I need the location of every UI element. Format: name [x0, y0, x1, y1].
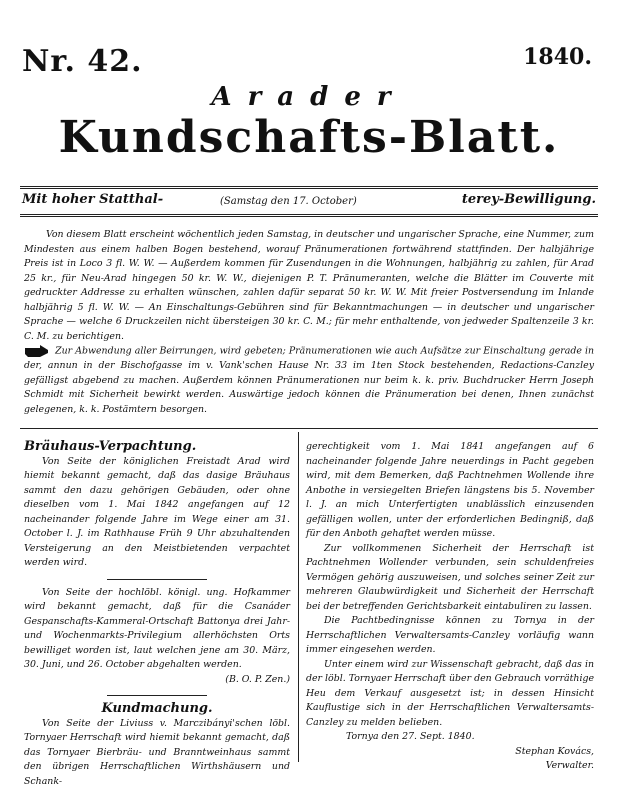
signer-name: Stephan Kovács, — [515, 745, 594, 757]
masthead-rule-bottom — [20, 214, 598, 217]
lease-security-text: Zur vollkommenen Sicherheit der Herrschaft ist Pachtnehmen Wollender verbunden, sein schuldenfreies Vermögen gehörig auszuweisen, und solches seiner Zeit zur mehreren Glaubwürdigkeit und Sicherheit der Herrschaft bei der betreffenden Gerichtsbarkeit eintabuliren zu lassen. — [306, 542, 594, 612]
pointing-hand-icon — [24, 344, 52, 358]
market-privilege-source: (B. O. P. Zen.) — [225, 673, 290, 685]
masthead-rule-top — [20, 186, 598, 189]
newspaper-title-line1: Arader — [211, 82, 407, 112]
place-date: Tornya den 27. Sept. 1840. — [346, 731, 475, 742]
announcement-heading: Kundmachung. — [101, 701, 213, 716]
brewery-lease-text: Von Seite der königlichen Freistadt Arad wird hiemit bekannt gemacht, daß das dasige Bräuhaus sammt den dazu gehörigen Gebäuden, oder ohne dieselben vom 1. Mai 1842 angefangen auf 12 nacheinander folgende Jahre im Wege einer am 31. October l. J. im Rathhause Früh 9 Uhr abzuhaltenden Versteigerung an den Meistbietenden verpachtet werden wird. — [24, 455, 290, 568]
right-column — [306, 440, 594, 774]
subscription-notice — [24, 228, 594, 417]
issue-year: 1840. — [523, 44, 592, 70]
subscription-terms: Von diesem Blatt erscheint wöchentlich jeden Samstag, in deutscher und ungarischer Sprache, eine Nummer, zum Mindesten aus einem halben Bogen bestehend, worauf Pränumerationen fortwährend stattfinden. Der halbjährige Preis ist in Loco 3 fl. W. W. — Außerdem kommen für Zusendungen in die Wohnungen, halbjährig zu zahlen, für Arad 25 kr., für Neu-Arad hingegen 50 kr. W. W., diejenigen P. T. Pränumeranten, welche die Blätter im Couverte mit gedruckter Addresse zu erhalten wünschen, zahlen dafür separat 50 kr. W. W. Mit freier Postversendung im Inlande halbjährig 5 fl. W. W. — An Einschaltungs-Gebühren sind für Bekanntmachungen — in deutscher und ungarischer Sprache — welche 6 Druckzeilen nicht übersteigen 30 kr. C. M.; für mehr enthaltende, von jedweder Spaltenzeile 3 kr. C. M. zu berichtigen. — [24, 229, 594, 342]
section-rule — [20, 428, 598, 429]
tornya-lease-text-cont: gerechtigkeit vom 1. Mai 1841 angefangen auf 6 nacheinander folgende Jahre neuerdings in Pacht gegeben wird, mit dem Bemerken, daß Pachtnehmen Wollende ihre Anbothe in versiegelten Briefen längstens bis 5. November l. J. an mich Unterfertigten unablässlich einzusenden gefälligen wollen, unter der erforderlichen Bedingniß, daß für den Anboth gehaftet werden müsse. — [306, 441, 594, 539]
date-bar-left: Mit hoher Statthal- — [22, 192, 164, 207]
submission-notice: Zur Abwendung aller Beirrungen, wird gebeten; Pränumerationen wie auch Aufsätze zur Einschaltung gerade in der, annun in der Bischofgasse im v. Vank'schen Hause Nr. 33 im 1ten Stock bestehenden, Redactions-Canzley gefälligst abgebend zu machen. Außerdem können Pränumerationen nur beim k. k. priv. Buchdrucker Herrn Joseph Schmidt mit Sicherheit bewirkt werden. Auswärtige jedoch können die Pränumeration bei denen, Ihnen zunächst gelegenen, k. k. Postämtern besorgen. — [24, 345, 594, 415]
newspaper-title-line2: Kundschafts-Blatt. — [58, 112, 560, 163]
tornya-lease-text-start: Von Seite der Liviuss v. Marczibányi'schen löbl. Tornyaer Herrschaft wird hiemit bekannt gemacht, daß das Tornyaer Bierbräu- und Branntweinhaus sammt den übrigen Herrschaftlichen Wirthshäusern und Schank- — [24, 717, 290, 787]
brewery-lease-heading: Bräuhaus-Verpachtung. — [24, 439, 197, 454]
hay-sale-text: Unter einem wird zur Wissenschaft gebracht, daß das in der löbl. Tornyaer Herrschaft über den Gebrauch vorräthige Heu dem Verkauf ausgesetzt ist; in dessen Hinsicht Kauflustige sich in der Herrschaftlichen Verwaltersamts-Canzley zu melden belieben. — [306, 658, 594, 728]
signer-title: Verwalter. — [545, 760, 594, 771]
market-privilege-text: Von Seite der hochlöbl. königl. ung. Hofkammer wird bekannt gemacht, daß für die Csanáder Gespanschafts-Kammeral-Ortschaft Battonya drei Jahr- und Wochenmarkts-Privilegium allerhöchsten Orts bewilliget worden ist, laut welchen jene am 30. März, 30. Juni, und 26. October abgehalten werden. — [24, 586, 290, 670]
column-divider — [298, 432, 299, 762]
date-bar-right: terey-Bewilligung. — [461, 192, 596, 207]
left-column — [24, 440, 290, 789]
notice-separator — [107, 695, 207, 696]
issue-number: Nr. 42. — [22, 44, 143, 79]
lease-conditions-text: Die Pachtbedingnisse können zu Tornya in der Herrschaftlichen Verwaltersamts-Canzley vorläufig wann immer eingesehen werden. — [306, 615, 594, 655]
notice-separator — [107, 579, 207, 580]
issue-date: (Samstag den 17. October) — [220, 196, 357, 207]
